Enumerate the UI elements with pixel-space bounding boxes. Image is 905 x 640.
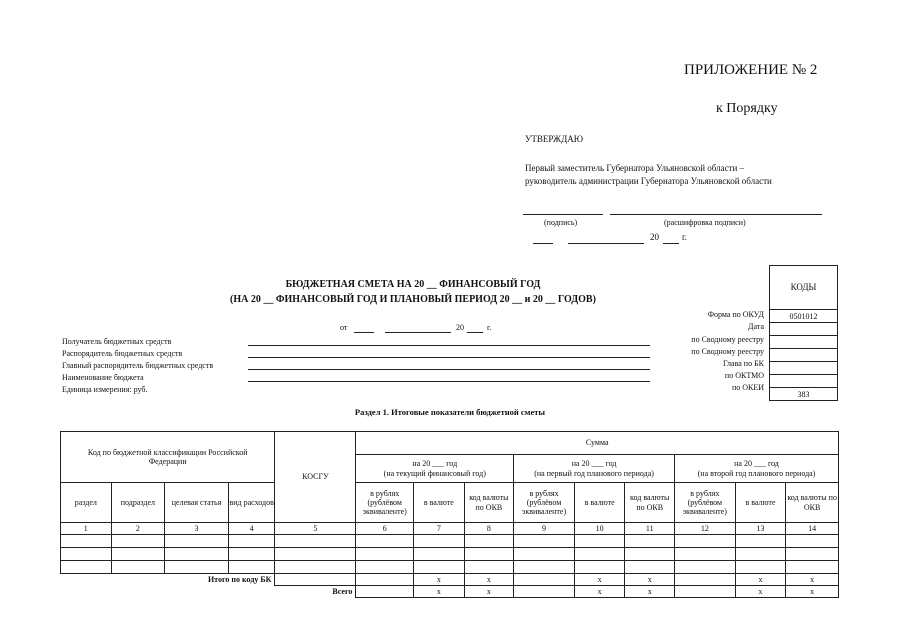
official-line-1: Первый заместитель Губернатора Ульяновской области – [525,163,745,173]
field-manager: Распорядитель бюджетных средств [62,349,183,358]
approve-year-suffix: г. [682,232,687,242]
period-current: на 20 ___ год (на текущий финансовый год) [356,455,514,483]
budget-title-line-2: (НА 20 __ ФИНАНСОВЫЙ ГОД И ПЛАНОВЫЙ ПЕРИОД 20 __ и 20 __ ГОДОВ) [230,294,596,305]
code-label-bk-chapter: Глава по БК [723,359,764,368]
field-line-1 [248,345,650,346]
period-first-plan: на 20 ___ год (на первый год планового периода) [514,455,675,483]
field-recipient: Получатель бюджетных средств [62,337,172,346]
col-subsection: подраздел [111,483,165,523]
approve-day-line [533,243,553,244]
field-budget-name: Наименование бюджета [62,373,144,382]
code-date [770,323,838,336]
col-okv-3: код валюты по ОКВ [786,483,839,523]
date-year-line [467,332,483,333]
official-line-2: руководитель администрации Губернатора Ульяновской области [525,176,772,186]
approve-year-line [663,243,679,244]
col-okv-2: код валюты по ОКВ [625,483,675,523]
table-row [61,561,839,574]
budget-title-line-1: БЮДЖЕТНАЯ СМЕТА НА 20 __ ФИНАНСОВЫЙ ГОД [285,279,541,290]
code-registry-2 [770,349,838,362]
codes-header: КОДЫ [769,265,838,310]
field-line-2 [248,357,650,358]
approve-label: УТВЕРЖДАЮ [525,134,584,144]
col-rub-3: в рублях (рублёвом эквиваленте) [675,483,736,523]
col-currency-3: в валюте [735,483,786,523]
code-label-registry-1: по Сводному реестру [691,335,764,344]
sum-header: Сумма [356,432,839,455]
approve-year-label: 20 [650,232,659,242]
code-registry-1 [770,336,838,349]
date-month-line [385,332,451,333]
budget-table [60,431,839,598]
total-all-row: Всего x x x x x x [61,586,839,598]
section-title: Раздел 1. Итоговые показатели бюджетной сметы [354,407,546,417]
to-order-label: к Порядку [716,101,778,116]
table-row [61,535,839,548]
code-okei: 383 [770,388,838,401]
total-bk-row: Итого по коду БК x x x x x x [61,574,839,586]
code-oktmo [770,375,838,388]
code-label-date: Дата [748,322,764,331]
code-label-okud: Форма по ОКУД [707,310,764,319]
table-row [61,548,839,561]
code-label-registry-2: по Сводному реестру [691,347,764,356]
col-rub-2: в рублях (рублёвом эквиваленте) [514,483,575,523]
code-okud: 0501012 [770,310,838,323]
col-okv-1: код валюты по ОКВ [464,483,514,523]
period-second-plan: на 20 ___ год (на второй год планового периода) [675,455,839,483]
decode-line [610,214,822,215]
total-all-label: Всего [61,586,356,598]
field-unit: Единица измерения: руб. [62,385,148,394]
code-bk-chapter [770,362,838,375]
col-currency-2: в валюте [574,483,625,523]
col-rub-1: в рублях (рублёвом эквиваленте) [356,483,414,523]
signature-caption: (подпись) [544,218,578,227]
date-from-label: от [340,323,348,332]
code-label-okei: по ОКЕИ [731,383,764,392]
kosgu-header: КОСГУ [275,432,356,523]
date-year-label: 20 [456,323,464,332]
field-line-3 [248,369,650,370]
date-year-suffix: г. [487,323,492,332]
col-target-article: целевая статья [165,483,229,523]
code-label-oktmo: по ОКТМО [724,371,764,380]
field-chief-manager: Главный распорядитель бюджетных средств [62,361,214,370]
appendix-title: ПРИЛОЖЕНИЕ № 2 [684,62,818,78]
decode-caption: (расшифровка подписи) [664,218,746,227]
column-numbers-row: 1 2 3 4 5 6 7 8 9 10 11 12 13 14 [61,523,839,535]
codes-table [769,309,838,401]
col-section: раздел [61,483,112,523]
date-day-line [354,332,374,333]
approve-month-line [568,243,644,244]
signature-line [523,214,603,215]
col-expense-type: вид расходов [228,483,275,523]
field-line-4 [248,381,650,382]
col-currency-1: в валюте [414,483,465,523]
total-bk-label: Итого по коду БК [61,574,275,586]
bk-header: Код по бюджетной классификации Российской Федерации [61,432,275,483]
